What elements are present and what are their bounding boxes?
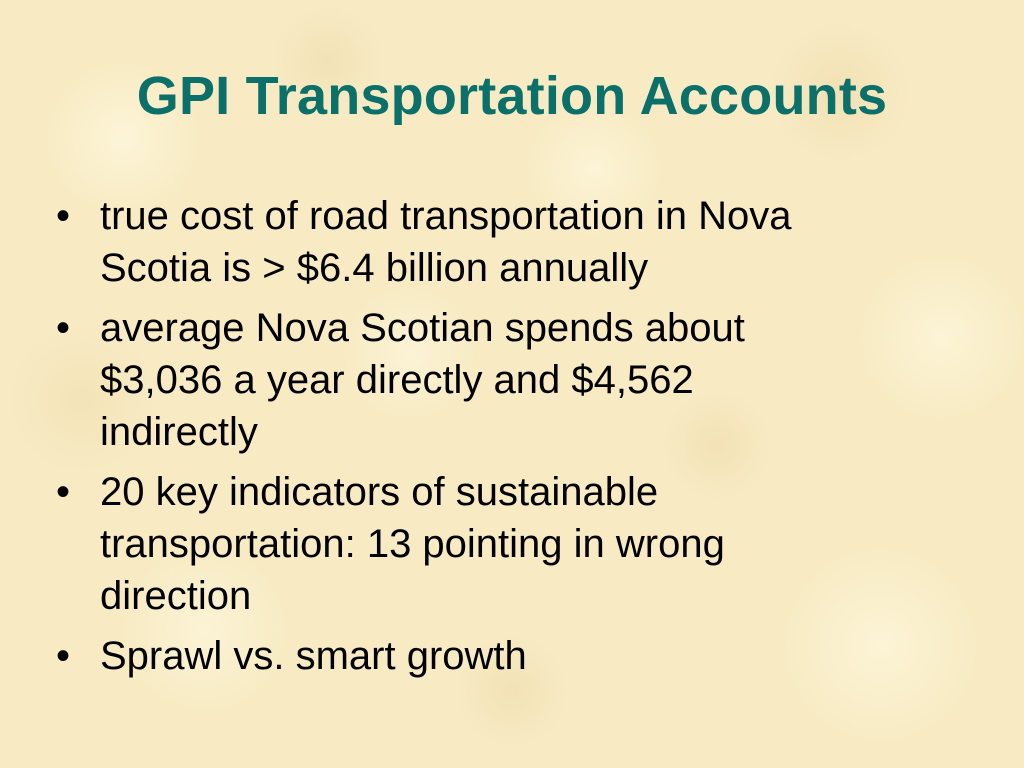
bullet-list [56, 190, 956, 690]
bullet-dot-icon: • [56, 306, 71, 350]
bullet-text: Sprawl vs. smart growth [100, 634, 527, 678]
bullet-dot-icon: • [56, 634, 71, 678]
bullet-item [56, 630, 956, 682]
bullet-dot-icon: • [56, 470, 71, 514]
bullet-dot-icon: • [56, 194, 71, 238]
slide-title: GPI Transportation Accounts [136, 66, 888, 126]
bullet-text: 20 key indicators of sustainable transportation: 13 pointing in wrong direction [100, 470, 725, 618]
bullet-item [56, 190, 956, 294]
bullet-item [56, 466, 956, 622]
bullet-item [56, 302, 956, 458]
bullet-text: average Nova Scotian spends about $3,036 a year directly and $4,562 indirectly [100, 306, 745, 454]
bullet-text: true cost of road transportation in Nova Scotia is > $6.4 billion annually [100, 194, 792, 290]
